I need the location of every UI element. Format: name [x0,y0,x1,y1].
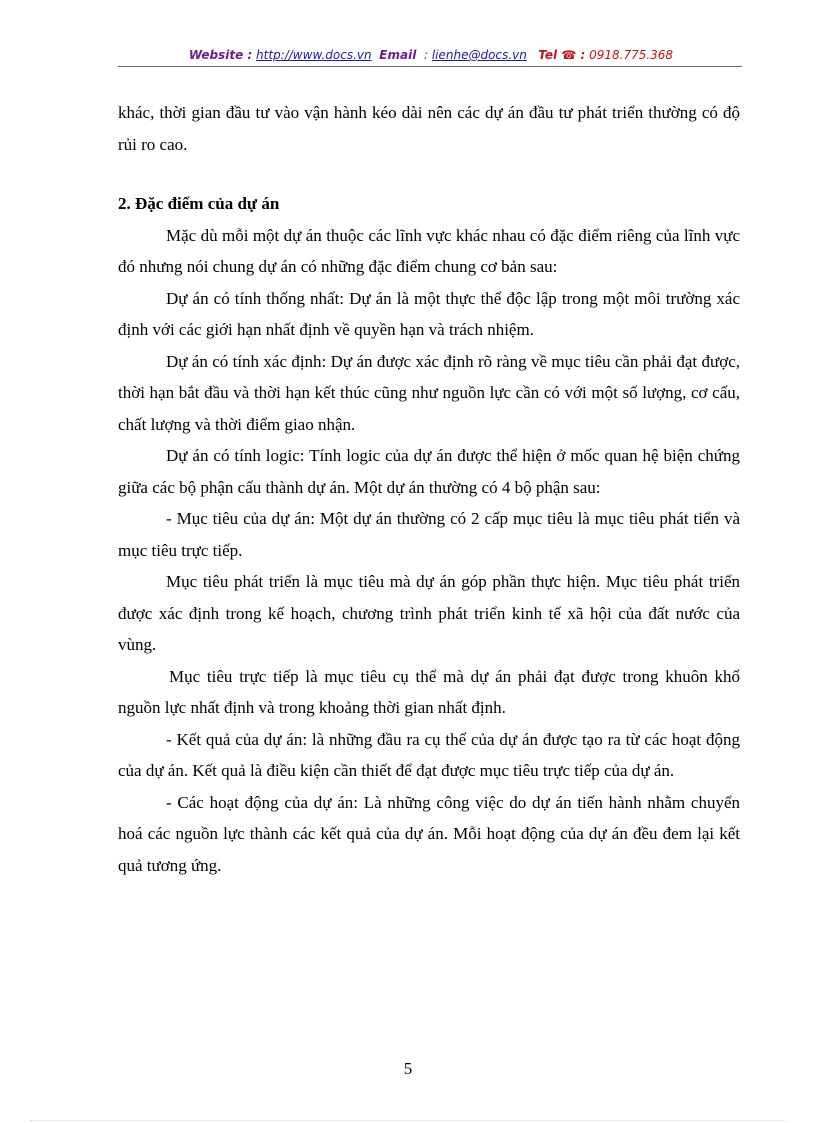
website-label: Website : [188,48,253,62]
paragraph: Dự án có tính logic: Tính logic của dự án được thể hiện ở mốc quan hệ biện chứng giữa các bộ phận cấu thành dự án. Một dự án thường có 4 bộ phận sau: [118,446,740,497]
email-label: Email [379,48,417,62]
page-header [120,47,742,63]
paragraph: - Các hoạt động của dự án: Là những công việc do dự án tiến hành nhằm chuyển hoá các nguồn lực thành các kết quả của dự án. Mỗi hoạt động của dự án đều đem lại kết quả tương ứng. [118,792,740,875]
paragraph: Mục tiêu trực tiếp là mục tiêu cụ thể mà dự án phải đạt được trong khuôn khổ nguồn lực nhất định và trong khoảng thời gian nhất định. [118,666,740,717]
tel-value: 0918.775.368 [589,48,674,62]
paragraph: Mặc dù mỗi một dự án thuộc các lĩnh vực khác nhau có đặc điểm riêng của lĩnh vực đó nhưng nói chung dự án có những đặc điểm chung cơ bản sau: [118,225,740,276]
paragraph: Mục tiêu phát triển là mục tiêu mà dự án góp phần thực hiện. Mục tiêu phát triển được xác định trong kế hoạch, chương trình phát triển kinh tế xã hội của đất nước của vùng. [118,572,740,654]
paragraph: Dự án có tính xác định: Dự án được xác định rõ ràng về mục tiêu cần phải đạt được, thời hạn bắt đầu và thời hạn kết thúc cũng như nguồn lực cần có với một số lượng, cơ cấu, chất lượng và thời điểm giao nhận. [118,351,740,434]
intro-paragraph: khác, thời gian đầu tư vào vận hành kéo dài nên các dự án đầu tư phát triển thường có độ rủi ro cao. [118,103,740,154]
website-link[interactable]: http://www.docs.vn [256,48,372,62]
document-body [118,97,740,881]
section-title: 2. Đặc điểm của dự án [118,194,280,213]
page-number: 5 [403,1059,413,1078]
tel-label: Tel ☎ : [538,48,586,62]
paragraph: Dự án có tính thống nhất: Dự án là một thực thể độc lập trong một môi trường xác định với các giới hạn nhất định về quyền hạn và trách nhiệm. [118,288,740,339]
header-rule [118,66,742,67]
paragraph: - Mục tiêu của dự án: Một dự án thường có 2 cấp mục tiêu là mục tiêu phát tiển và mục tiêu trực tiếp. [118,509,740,560]
email-link[interactable]: lienhe@docs.vn [431,48,527,62]
email-separator: : [423,48,428,62]
page-bottom-border [30,1120,786,1121]
paragraph: - Kết quả của dự án: là những đầu ra cụ thể của dự án được tạo ra từ các hoạt động của dự án. Kết quả là điều kiện cần thiết để đạt được mục tiêu trực tiếp của dự án. [118,729,740,780]
